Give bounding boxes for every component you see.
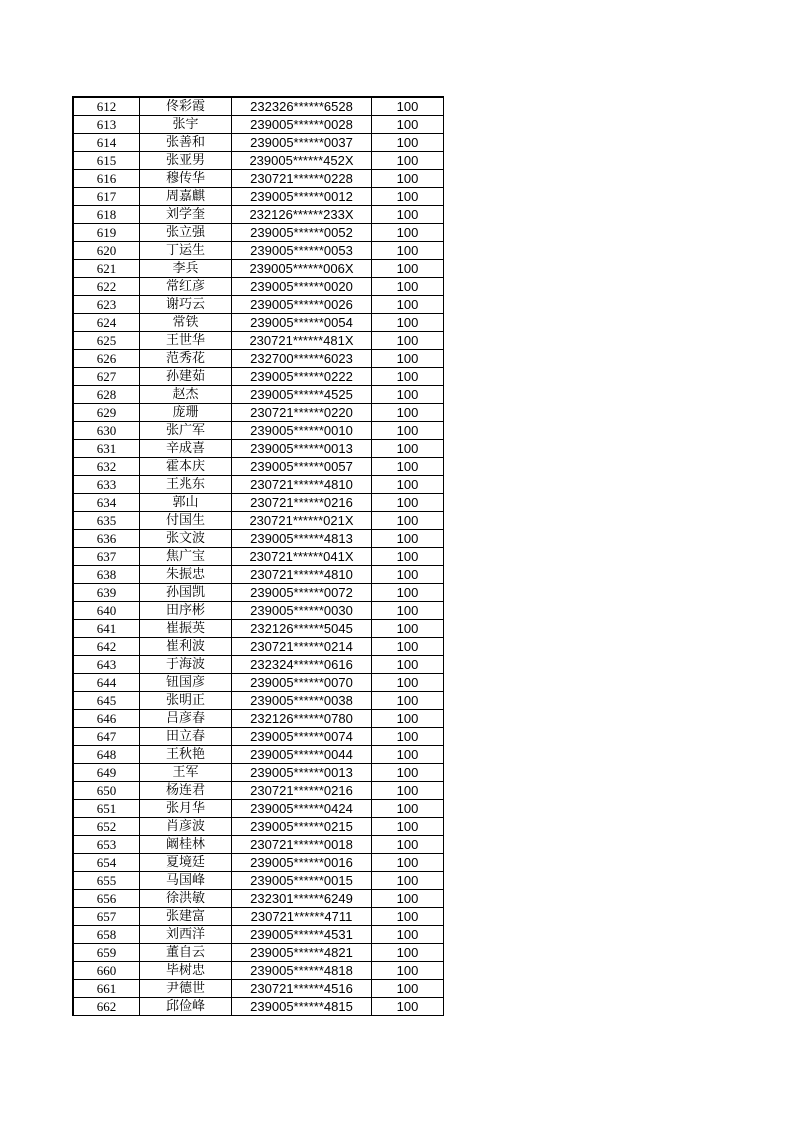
person-name-cell: 吕彦春	[140, 710, 232, 728]
id-number-cell: 230721******0214	[232, 638, 372, 656]
table-row	[73, 152, 444, 170]
id-number-cell: 239005******0424	[232, 800, 372, 818]
id-number-cell: 230721******0216	[232, 494, 372, 512]
id-number-cell: 239005******0057	[232, 458, 372, 476]
person-name-cell: 尹德世	[140, 980, 232, 998]
table-row	[73, 620, 444, 638]
score-cell: 100	[372, 224, 444, 242]
score-cell: 100	[372, 980, 444, 998]
score-cell: 100	[372, 368, 444, 386]
table-row	[73, 746, 444, 764]
score-cell: 100	[372, 332, 444, 350]
person-name-cell: 钮国彦	[140, 674, 232, 692]
row-number-cell: 638	[73, 566, 140, 584]
id-number-cell: 230721******0018	[232, 836, 372, 854]
row-number-cell: 615	[73, 152, 140, 170]
id-number-cell: 230721******4711	[232, 908, 372, 926]
person-name-cell: 孙国凯	[140, 584, 232, 602]
table-row	[73, 404, 444, 422]
score-cell: 100	[372, 512, 444, 530]
id-number-cell: 239005******0013	[232, 764, 372, 782]
table-row	[73, 296, 444, 314]
table-row	[73, 386, 444, 404]
id-number-cell: 239005******4821	[232, 944, 372, 962]
id-number-cell: 232324******0616	[232, 656, 372, 674]
person-name-cell: 杨连君	[140, 782, 232, 800]
table-row	[73, 692, 444, 710]
row-number-cell: 627	[73, 368, 140, 386]
roster-table	[72, 96, 444, 1016]
person-name-cell: 佟彩霞	[140, 97, 232, 116]
score-cell: 100	[372, 890, 444, 908]
id-number-cell: 239005******0222	[232, 368, 372, 386]
person-name-cell: 张宇	[140, 116, 232, 134]
person-name-cell: 王军	[140, 764, 232, 782]
row-number-cell: 620	[73, 242, 140, 260]
row-number-cell: 634	[73, 494, 140, 512]
person-name-cell: 张广军	[140, 422, 232, 440]
id-number-cell: 232126******0780	[232, 710, 372, 728]
person-name-cell: 田立春	[140, 728, 232, 746]
table-row	[73, 260, 444, 278]
person-name-cell: 徐洪敏	[140, 890, 232, 908]
table-row	[73, 782, 444, 800]
table-row	[73, 638, 444, 656]
id-number-cell: 239005******0020	[232, 278, 372, 296]
id-number-cell: 239005******0070	[232, 674, 372, 692]
row-number-cell: 649	[73, 764, 140, 782]
row-number-cell: 633	[73, 476, 140, 494]
score-cell: 100	[372, 296, 444, 314]
row-number-cell: 659	[73, 944, 140, 962]
table-row	[73, 566, 444, 584]
id-number-cell: 239005******0074	[232, 728, 372, 746]
id-number-cell: 239005******4813	[232, 530, 372, 548]
id-number-cell: 239005******0072	[232, 584, 372, 602]
score-cell: 100	[372, 152, 444, 170]
table-row	[73, 890, 444, 908]
row-number-cell: 646	[73, 710, 140, 728]
person-name-cell: 赵杰	[140, 386, 232, 404]
row-number-cell: 624	[73, 314, 140, 332]
table-row	[73, 476, 444, 494]
row-number-cell: 621	[73, 260, 140, 278]
row-number-cell: 662	[73, 998, 140, 1016]
table-row	[73, 836, 444, 854]
row-number-cell: 645	[73, 692, 140, 710]
person-name-cell: 崔振英	[140, 620, 232, 638]
person-name-cell: 刘西洋	[140, 926, 232, 944]
person-name-cell: 张立强	[140, 224, 232, 242]
id-number-cell: 230721******021X	[232, 512, 372, 530]
row-number-cell: 616	[73, 170, 140, 188]
person-name-cell: 刘学奎	[140, 206, 232, 224]
id-number-cell: 239005******0053	[232, 242, 372, 260]
id-number-cell: 230721******0220	[232, 404, 372, 422]
score-cell: 100	[372, 494, 444, 512]
id-number-cell: 230721******0216	[232, 782, 372, 800]
person-name-cell: 崔利波	[140, 638, 232, 656]
table-row	[73, 548, 444, 566]
score-cell: 100	[372, 170, 444, 188]
table-row	[73, 278, 444, 296]
row-number-cell: 658	[73, 926, 140, 944]
score-cell: 100	[372, 97, 444, 116]
table-row	[73, 584, 444, 602]
table-row	[73, 908, 444, 926]
row-number-cell: 643	[73, 656, 140, 674]
id-number-cell: 230721******041X	[232, 548, 372, 566]
row-number-cell: 644	[73, 674, 140, 692]
row-number-cell: 651	[73, 800, 140, 818]
score-cell: 100	[372, 746, 444, 764]
table-row	[73, 440, 444, 458]
score-cell: 100	[372, 962, 444, 980]
row-number-cell: 653	[73, 836, 140, 854]
table-row	[73, 602, 444, 620]
table-row	[73, 97, 444, 116]
score-cell: 100	[372, 674, 444, 692]
person-name-cell: 常铁	[140, 314, 232, 332]
person-name-cell: 夏境廷	[140, 854, 232, 872]
score-cell: 100	[372, 872, 444, 890]
id-number-cell: 239005******0013	[232, 440, 372, 458]
person-name-cell: 张善和	[140, 134, 232, 152]
id-number-cell: 239005******0015	[232, 872, 372, 890]
id-number-cell: 230721******481X	[232, 332, 372, 350]
score-cell: 100	[372, 908, 444, 926]
table-row	[73, 116, 444, 134]
person-name-cell: 周嘉麒	[140, 188, 232, 206]
row-number-cell: 631	[73, 440, 140, 458]
id-number-cell: 232700******6023	[232, 350, 372, 368]
person-name-cell: 李兵	[140, 260, 232, 278]
id-number-cell: 239005******0030	[232, 602, 372, 620]
score-cell: 100	[372, 656, 444, 674]
id-number-cell: 239005******4818	[232, 962, 372, 980]
id-number-cell: 239005******0038	[232, 692, 372, 710]
row-number-cell: 635	[73, 512, 140, 530]
person-name-cell: 王兆东	[140, 476, 232, 494]
id-number-cell: 239005******452X	[232, 152, 372, 170]
score-cell: 100	[372, 242, 444, 260]
row-number-cell: 639	[73, 584, 140, 602]
person-name-cell: 王世华	[140, 332, 232, 350]
row-number-cell: 656	[73, 890, 140, 908]
row-number-cell: 628	[73, 386, 140, 404]
table-row	[73, 242, 444, 260]
table-row	[73, 818, 444, 836]
score-cell: 100	[372, 188, 444, 206]
id-number-cell: 239005******0215	[232, 818, 372, 836]
score-cell: 100	[372, 944, 444, 962]
score-cell: 100	[372, 458, 444, 476]
id-number-cell: 239005******4525	[232, 386, 372, 404]
score-cell: 100	[372, 404, 444, 422]
table-row	[73, 422, 444, 440]
table-row	[73, 350, 444, 368]
table-row	[73, 710, 444, 728]
person-name-cell: 丁运生	[140, 242, 232, 260]
score-cell: 100	[372, 260, 444, 278]
person-name-cell: 张建富	[140, 908, 232, 926]
person-name-cell: 张月华	[140, 800, 232, 818]
table-row	[73, 854, 444, 872]
id-number-cell: 232326******6528	[232, 97, 372, 116]
row-number-cell: 641	[73, 620, 140, 638]
table-row	[73, 494, 444, 512]
row-number-cell: 661	[73, 980, 140, 998]
score-cell: 100	[372, 530, 444, 548]
score-cell: 100	[372, 998, 444, 1016]
row-number-cell: 614	[73, 134, 140, 152]
roster-table-body	[73, 97, 444, 1016]
table-row	[73, 674, 444, 692]
id-number-cell: 230721******4810	[232, 566, 372, 584]
person-name-cell: 张明正	[140, 692, 232, 710]
score-cell: 100	[372, 638, 444, 656]
row-number-cell: 632	[73, 458, 140, 476]
row-number-cell: 629	[73, 404, 140, 422]
score-cell: 100	[372, 386, 444, 404]
table-row	[73, 512, 444, 530]
id-number-cell: 230721******0228	[232, 170, 372, 188]
score-cell: 100	[372, 278, 444, 296]
score-cell: 100	[372, 440, 444, 458]
id-number-cell: 239005******0028	[232, 116, 372, 134]
person-name-cell: 朱振忠	[140, 566, 232, 584]
score-cell: 100	[372, 584, 444, 602]
person-name-cell: 孙建茹	[140, 368, 232, 386]
table-row	[73, 998, 444, 1016]
table-row	[73, 728, 444, 746]
id-number-cell: 239005******0037	[232, 134, 372, 152]
table-row	[73, 170, 444, 188]
id-number-cell: 239005******4815	[232, 998, 372, 1016]
id-number-cell: 239005******0016	[232, 854, 372, 872]
person-name-cell: 庞珊	[140, 404, 232, 422]
person-name-cell: 辛成喜	[140, 440, 232, 458]
row-number-cell: 652	[73, 818, 140, 836]
person-name-cell: 付国生	[140, 512, 232, 530]
score-cell: 100	[372, 566, 444, 584]
table-row	[73, 926, 444, 944]
row-number-cell: 657	[73, 908, 140, 926]
id-number-cell: 230721******4810	[232, 476, 372, 494]
person-name-cell: 阚桂林	[140, 836, 232, 854]
row-number-cell: 654	[73, 854, 140, 872]
table-row	[73, 134, 444, 152]
table-row	[73, 224, 444, 242]
table-row	[73, 764, 444, 782]
id-number-cell: 239005******006X	[232, 260, 372, 278]
row-number-cell: 619	[73, 224, 140, 242]
row-number-cell: 617	[73, 188, 140, 206]
row-number-cell: 655	[73, 872, 140, 890]
table-row	[73, 980, 444, 998]
row-number-cell: 625	[73, 332, 140, 350]
person-name-cell: 张亚男	[140, 152, 232, 170]
table-row	[73, 332, 444, 350]
person-name-cell: 于海波	[140, 656, 232, 674]
score-cell: 100	[372, 206, 444, 224]
person-name-cell: 郭山	[140, 494, 232, 512]
table-row	[73, 872, 444, 890]
table-row	[73, 962, 444, 980]
person-name-cell: 范秀花	[140, 350, 232, 368]
row-number-cell: 647	[73, 728, 140, 746]
person-name-cell: 肖彦波	[140, 818, 232, 836]
person-name-cell: 王秋艳	[140, 746, 232, 764]
person-name-cell: 董自云	[140, 944, 232, 962]
row-number-cell: 626	[73, 350, 140, 368]
person-name-cell: 邱俭峰	[140, 998, 232, 1016]
row-number-cell: 640	[73, 602, 140, 620]
score-cell: 100	[372, 350, 444, 368]
row-number-cell: 660	[73, 962, 140, 980]
score-cell: 100	[372, 314, 444, 332]
id-number-cell: 232126******5045	[232, 620, 372, 638]
score-cell: 100	[372, 116, 444, 134]
table-row	[73, 368, 444, 386]
score-cell: 100	[372, 854, 444, 872]
table-row	[73, 314, 444, 332]
id-number-cell: 239005******0044	[232, 746, 372, 764]
id-number-cell: 239005******0012	[232, 188, 372, 206]
table-row	[73, 458, 444, 476]
id-number-cell: 239005******0026	[232, 296, 372, 314]
table-row	[73, 530, 444, 548]
row-number-cell: 642	[73, 638, 140, 656]
row-number-cell: 636	[73, 530, 140, 548]
score-cell: 100	[372, 926, 444, 944]
score-cell: 100	[372, 548, 444, 566]
person-name-cell: 张文波	[140, 530, 232, 548]
score-cell: 100	[372, 728, 444, 746]
score-cell: 100	[372, 800, 444, 818]
id-number-cell: 232301******6249	[232, 890, 372, 908]
score-cell: 100	[372, 134, 444, 152]
score-cell: 100	[372, 476, 444, 494]
row-number-cell: 622	[73, 278, 140, 296]
person-name-cell: 霍本庆	[140, 458, 232, 476]
person-name-cell: 田序彬	[140, 602, 232, 620]
id-number-cell: 230721******4516	[232, 980, 372, 998]
row-number-cell: 618	[73, 206, 140, 224]
score-cell: 100	[372, 692, 444, 710]
table-row	[73, 656, 444, 674]
person-name-cell: 焦广宝	[140, 548, 232, 566]
person-name-cell: 穆传华	[140, 170, 232, 188]
table-row	[73, 800, 444, 818]
row-number-cell: 612	[73, 97, 140, 116]
person-name-cell: 毕树忠	[140, 962, 232, 980]
score-cell: 100	[372, 764, 444, 782]
id-number-cell: 239005******0010	[232, 422, 372, 440]
row-number-cell: 630	[73, 422, 140, 440]
table-row	[73, 188, 444, 206]
score-cell: 100	[372, 836, 444, 854]
table-row	[73, 944, 444, 962]
row-number-cell: 650	[73, 782, 140, 800]
id-number-cell: 239005******0052	[232, 224, 372, 242]
score-cell: 100	[372, 710, 444, 728]
score-cell: 100	[372, 782, 444, 800]
row-number-cell: 623	[73, 296, 140, 314]
person-name-cell: 常红彦	[140, 278, 232, 296]
score-cell: 100	[372, 818, 444, 836]
table-row	[73, 206, 444, 224]
row-number-cell: 648	[73, 746, 140, 764]
id-number-cell: 239005******4531	[232, 926, 372, 944]
score-cell: 100	[372, 620, 444, 638]
person-name-cell: 马国峰	[140, 872, 232, 890]
id-number-cell: 232126******233X	[232, 206, 372, 224]
id-number-cell: 239005******0054	[232, 314, 372, 332]
row-number-cell: 613	[73, 116, 140, 134]
score-cell: 100	[372, 602, 444, 620]
person-name-cell: 谢巧云	[140, 296, 232, 314]
score-cell: 100	[372, 422, 444, 440]
row-number-cell: 637	[73, 548, 140, 566]
